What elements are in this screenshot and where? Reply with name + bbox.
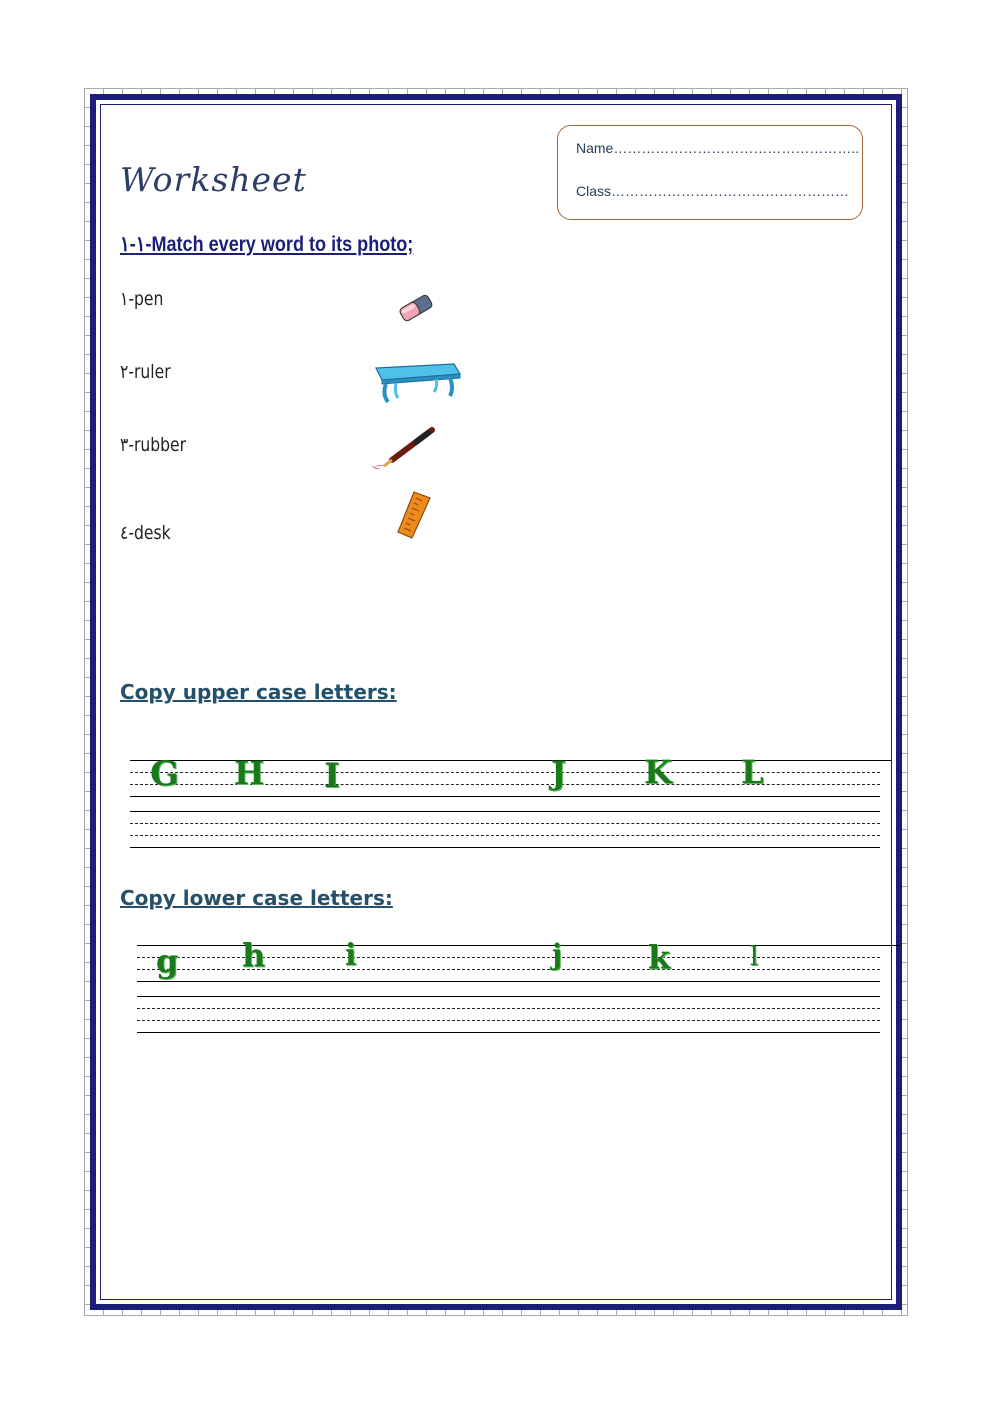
- upper-letter-l: L: [741, 753, 764, 791]
- lower-letter-k: k: [648, 938, 671, 976]
- upper-letter-h: H: [234, 754, 265, 792]
- word-desk: ٤-desk: [120, 522, 171, 544]
- ruler-icon: [392, 490, 434, 540]
- upper-letter-k: K: [644, 753, 672, 791]
- lower-letter-j: j: [552, 938, 563, 971]
- lower-letter-g: g: [156, 942, 179, 980]
- question-1-heading: ١-١-Match every word to its photo;: [120, 233, 414, 256]
- class-line: Class……………………………………………: [576, 183, 850, 199]
- name-line: Name……………………………………………..: [576, 140, 860, 156]
- lower-letter-i: i: [345, 938, 357, 973]
- worksheet-title: Worksheet: [120, 160, 307, 199]
- word-pen: ١-pen: [120, 288, 164, 310]
- lower-letter-l: l: [750, 942, 759, 972]
- lower-letter-h: h: [242, 936, 266, 974]
- upper-letter-j: J: [551, 754, 567, 792]
- upper-letter-g: G: [150, 754, 180, 794]
- word-rubber: ٣-rubber: [120, 434, 187, 456]
- upper-letter-i: I: [324, 756, 340, 796]
- desk-icon: [370, 360, 462, 404]
- name-class-box: [557, 125, 863, 220]
- rubber-eraser-icon: [396, 288, 436, 328]
- pen-icon: [370, 424, 440, 472]
- upper-case-heading: Copy upper case letters:: [120, 680, 397, 704]
- lower-case-heading: Copy lower case letters:: [120, 886, 393, 910]
- word-ruler: ٢-ruler: [120, 361, 171, 383]
